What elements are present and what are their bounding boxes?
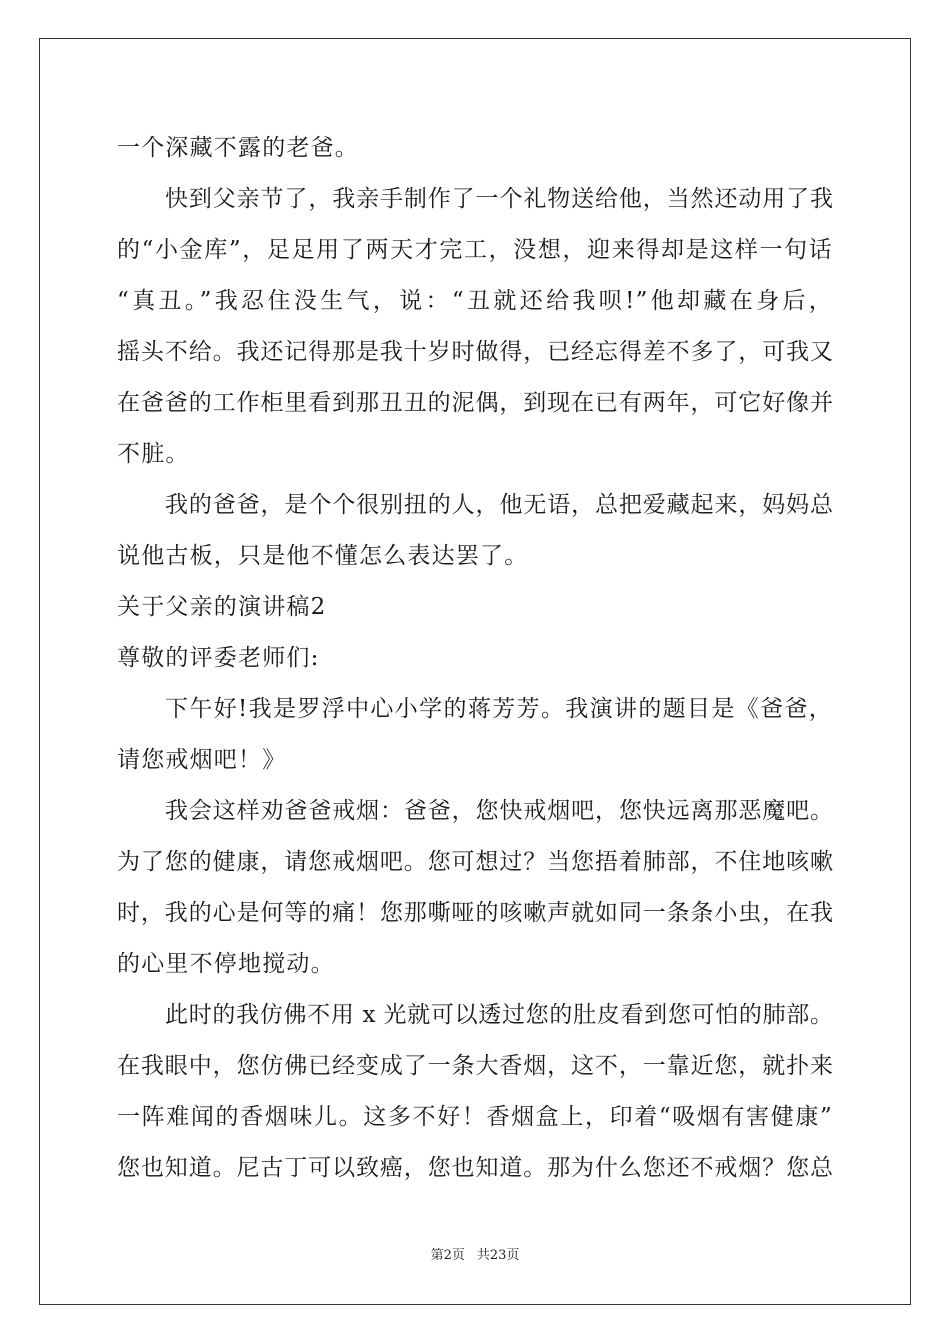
text-line: 我会这样劝爸爸戒烟：爸爸，您快戒烟吧，您快远离那恶魔吧。 — [165, 798, 833, 824]
text-line: 一阵难闻的香烟味儿。这多不好！香烟盒上，印着“吸烟有害健康” — [117, 1104, 833, 1130]
text-line: 快到父亲节了，我亲手制作了一个礼物送给他，当然还动用了我 — [165, 186, 833, 212]
page-total: 共23页 — [476, 1248, 520, 1263]
salutation: 尊敬的评委老师们: — [117, 645, 320, 671]
text-line: 此时的我仿佛不用 x 光就可以透过您的肚皮看到您可怕的肺部。 — [165, 1002, 833, 1028]
text-line: 我的爸爸，是个个很别扭的人，他无语，总把爱藏起来，妈妈总 — [165, 492, 833, 518]
document-body — [117, 123, 833, 1194]
text-line: 时，我的心是何等的痛！您那嘶哑的咳嗽声就如同一条条小虫，在我 — [117, 900, 833, 926]
text-line: 不脏。 — [117, 441, 190, 467]
section-title: 关于父亲的演讲稿2 — [117, 594, 327, 620]
text-line: 的“小金库”，足足用了两天才完工，没想，迎来得却是这样一句话 — [117, 237, 833, 263]
text-line: 下午好!我是罗浮中心小学的蒋芳芳。我演讲的题目是《爸爸， — [165, 696, 833, 722]
text-line: 说他古板，只是他不懂怎么表达罢了。 — [117, 543, 529, 569]
text-line: 您也知道。尼古丁可以致癌，您也知道。那为什么您还不戒烟？您总 — [117, 1155, 833, 1181]
page-number: 第2页 — [430, 1248, 465, 1263]
text-line: 请您戒烟吧！》 — [117, 747, 287, 773]
text-line: 一个深藏不露的老爸。 — [117, 135, 359, 161]
text-line: 的心里不停地搅动。 — [117, 951, 335, 977]
page-footer — [0, 1244, 950, 1263]
text-line: 在我眼中，您仿佛已经变成了一条大香烟，这不，一靠近您，就扑来 — [117, 1053, 833, 1079]
text-line: 摇头不给。我还记得那是我十岁时做得，已经忘得差不多了，可我又 — [117, 339, 833, 365]
text-line: 为了您的健康，请您戒烟吧。您可想过？当您捂着肺部，不住地咳嗽 — [117, 849, 833, 875]
text-line: 在爸爸的工作柜里看到那丑丑的泥偶，到现在已有两年，可它好像并 — [117, 390, 833, 416]
text-line: “真丑。”我忍住没生气，说：“丑就还给我呗!”他却藏在身后， — [117, 288, 833, 314]
